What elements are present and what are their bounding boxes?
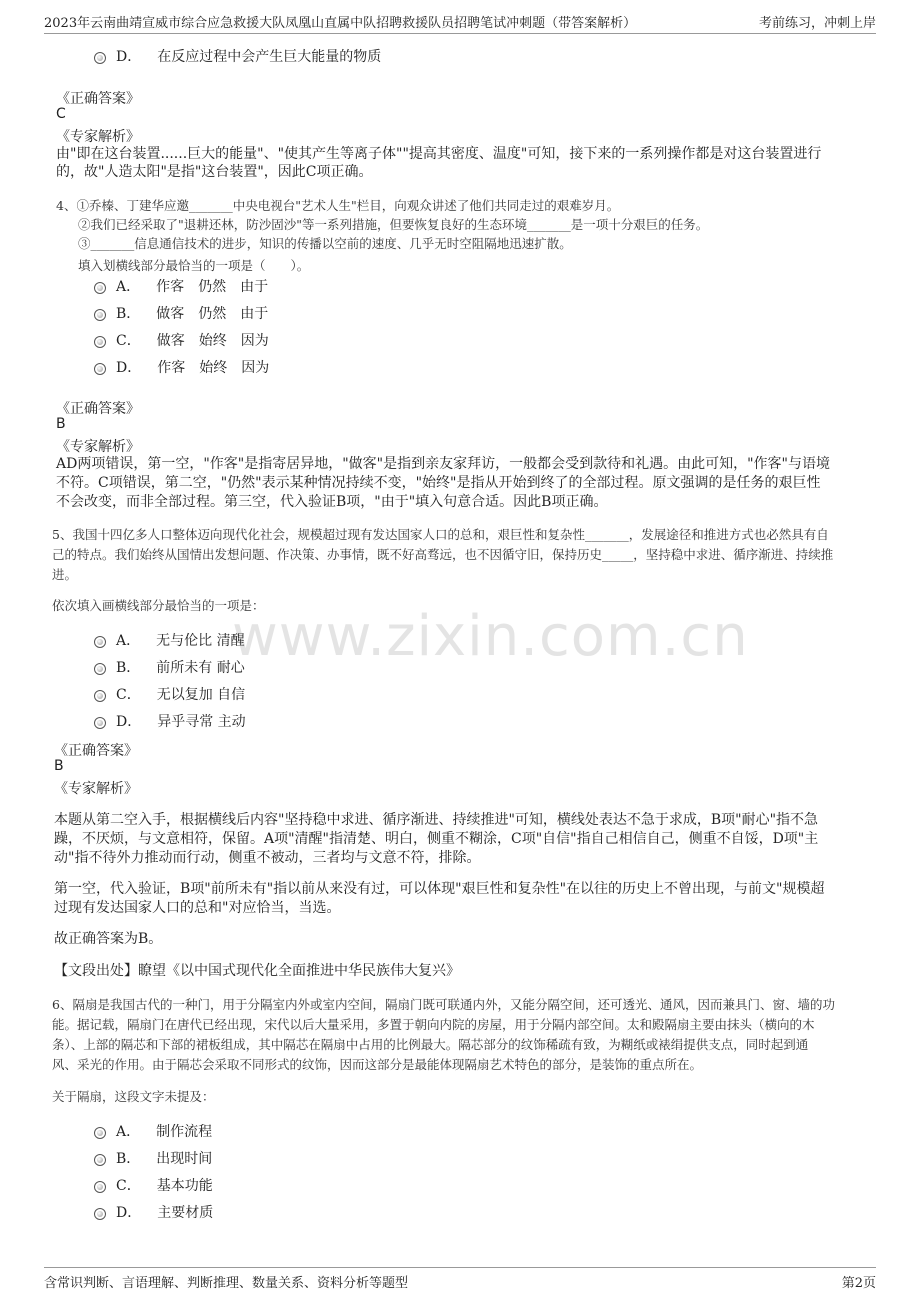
radio-icon[interactable] [94,336,106,348]
q5-analysis-line: 过现有发达国家人口的总和"对应恰当，当选。 [54,900,341,916]
q5-analysis-label: 《专家解析》 [54,781,138,797]
option-text: 前所未有 耐心 [156,660,245,676]
option-text: 主要材质 [157,1205,214,1221]
q4-stem-line: ③_______信息通信技术的进步，知识的传播以空前的速度、几乎无时空阻隔地迅速扩散。 [78,236,572,251]
option-text: 在反应过程中会产生巨大能量的物质 [157,49,382,65]
header-tagline: 考前练习，冲刺上岸 [758,16,876,31]
radio-icon[interactable] [94,690,106,702]
option-letter: A． [116,633,141,649]
radio-icon[interactable] [94,1127,106,1139]
q4-option-a[interactable] [94,276,268,296]
q5-answer-label: 《正确答案》 [54,743,138,759]
q5-answer: B [54,758,64,774]
q5-conclusion: 故正确答案为B。 [54,931,163,947]
q5-analysis-line: 动"指不待外力推动而行动，侧重不被动，三者均与文意不符，排除。 [54,850,481,866]
q3-analysis-line: 由"即在这台装置......巨大的能量"、"使其产生等离子体""提高其密度、温度"可知，接下来的一系列操作都是对这台装置进行 [56,146,822,162]
q3-option-d[interactable] [94,46,381,66]
page-number: 第2页 [841,1276,876,1291]
q6-prompt: 关于隔扇，这段文字未提及： [52,1089,215,1104]
q4-stem-line: 填入划横线部分最恰当的一项是（ ）。 [78,258,310,273]
option-text: 做客 始终 因为 [156,333,269,349]
q4-option-d[interactable] [94,357,269,377]
q3-answer: C [56,106,66,122]
radio-icon[interactable] [94,282,106,294]
q4-option-c[interactable] [94,330,269,350]
option-text: 作客 仍然 由于 [156,279,269,295]
option-letter: C． [116,687,141,703]
radio-icon[interactable] [94,717,106,729]
option-text: 出现时间 [156,1151,213,1167]
option-letter: D． [116,714,142,730]
q4-answer-label: 《正确答案》 [56,401,140,417]
q5-option-d[interactable] [94,711,246,731]
option-letter: B． [116,306,141,322]
q4-answer: B [56,416,66,432]
q6-stem-line: 风、采光的作用。由于隔芯会采取不同形式的纹饰，因而这部分是最能体现隔扇艺术特色的部分，是装饰的重点所在。 [52,1057,703,1072]
radio-icon[interactable] [94,363,106,375]
option-text: 基本功能 [156,1178,213,1194]
q5-source: 【文段出处】瞭望《以中国式现代化全面推进中华民族伟大复兴》 [54,963,460,979]
q6-option-c[interactable] [94,1175,213,1195]
footer-divider [44,1267,876,1268]
q4-stem-line: 4、①乔榛、丁建华应邀_______中央电视台"艺术人生"栏目，向观众讲述了他们共同走过的艰难岁月。 [56,198,620,213]
option-text: 做客 仍然 由于 [156,306,269,322]
option-letter: B． [116,660,141,676]
radio-icon[interactable] [94,309,106,321]
q6-stem-line: 6、隔扇是我国古代的一种门，用于分隔室内外或室内空间，隔扇门既可联通内外，又能分隔空间，还可透光、通风，因而兼具门、窗、墙的功 [52,997,835,1012]
q5-option-a[interactable] [94,630,245,650]
option-letter: C． [116,1178,141,1194]
q5-option-c[interactable] [94,684,245,704]
q5-analysis-line: 本题从第二空入手，根据横线后内容"坚持稳中求进、循序渐进、持续推进"可知，横线处表达不急于求成，B项"耐心"指不急 [54,812,819,828]
radio-icon[interactable] [94,1181,106,1193]
option-letter: D． [116,49,142,65]
q5-analysis-line: 第一空，代入验证，B项"前所未有"指以前从来没有过，可以体现"艰巨性和复杂性"在以往的历史上不曾出现，与前文"规模超 [54,881,825,897]
watermark: www.zixin.com.cn [232,604,749,669]
q6-option-d[interactable] [94,1202,213,1222]
q5-stem-line: 己的特点。我们始终从国情出发想问题、作决策、办事情，既不好高骛远，也不因循守旧，保持历史_____，坚持稳中求进、循序渐进、持续推 [52,547,834,562]
footer-description: 含常识判断、言语理解、判断推理、数量关系、资料分析等题型 [44,1276,409,1291]
q3-analysis-line: 的，故"人造太阳"是指"这台装置"，因此C项正确。 [56,164,373,180]
q4-option-b[interactable] [94,303,268,323]
option-text: 无与伦比 清醒 [156,633,245,649]
option-letter: A． [116,279,141,295]
q5-stem-line: 进。 [52,567,78,582]
document-title: 2023年云南曲靖宣威市综合应急救援大队凤凰山直属中队招聘救援队员招聘笔试冲刺题（带答案解析） [44,16,637,31]
q6-stem-line: 条）、上部的隔芯和下部的裙板组成，其中隔芯在隔扇中占用的比例最大。隔芯部分的纹饰稀疏有致，为糊纸或裱绢提供支点，同时起到通 [52,1037,809,1052]
header-divider [44,33,876,34]
radio-icon[interactable] [94,1208,106,1220]
q4-analysis-line: AD两项错误，第一空，"作客"是指寄居异地，"做客"是指到亲友家拜访，一般都会受到款待和礼遇。由此可知，"作客"与语境 [56,456,830,472]
q6-option-a[interactable] [94,1121,212,1141]
option-text: 无以复加 自信 [156,687,246,703]
option-text: 制作流程 [156,1124,213,1140]
q4-analysis-label: 《专家解析》 [56,439,140,455]
option-letter: B． [116,1151,141,1167]
q5-stem-line: 5、我国十四亿多人口整体迈向现代化社会，规模超过现有发达国家人口的总和，艰巨性和复杂性_______，发展途径和推进方式也必然具有自 [52,527,829,542]
q5-analysis-line: 躁，不厌烦，与文意相符，保留。A项"清醒"指清楚、明白，侧重不糊涂，C项"自信"指自己相信自己，侧重不自馁，D项"主 [54,831,819,847]
option-letter: D． [116,360,142,376]
q4-analysis-line: 不符。C项错误，第二空，"仍然"表示某种情况持续不变，"始终"是指从开始到终了的全部过程。原文强调的是任务的艰巨性 [56,475,821,491]
radio-icon[interactable] [94,636,106,648]
radio-icon[interactable] [94,1154,106,1166]
q4-analysis-line: 不会改变，而非全部过程。第三空，代入验证B项，"由于"填入句意合适。因此B项正确。 [56,494,608,510]
option-letter: C． [116,333,141,349]
option-text: 作客 始终 因为 [157,360,270,376]
option-text: 异乎寻常 主动 [157,714,246,730]
q3-answer-label: 《正确答案》 [56,91,140,107]
radio-icon[interactable] [94,52,106,64]
option-letter: D． [116,1205,142,1221]
q5-option-b[interactable] [94,657,245,677]
q6-stem-line: 能。据记载，隔扇门在唐代已经出现，宋代以后大量采用，多置于朝向内院的房屋，用于分隔内部空间。太和殿隔扇主要由抹头（横向的木 [52,1017,815,1032]
q3-analysis-label: 《专家解析》 [56,129,140,145]
q4-stem-line: ②我们已经采取了"退耕还林，防沙固沙"等一系列措施，但要恢复良好的生态环境_______是一项十分艰巨的任务。 [78,217,709,232]
option-letter: A． [116,1124,141,1140]
q5-prompt: 依次填入画横线部分最恰当的一项是： [52,598,265,613]
q6-option-b[interactable] [94,1148,212,1168]
radio-icon[interactable] [94,663,106,675]
